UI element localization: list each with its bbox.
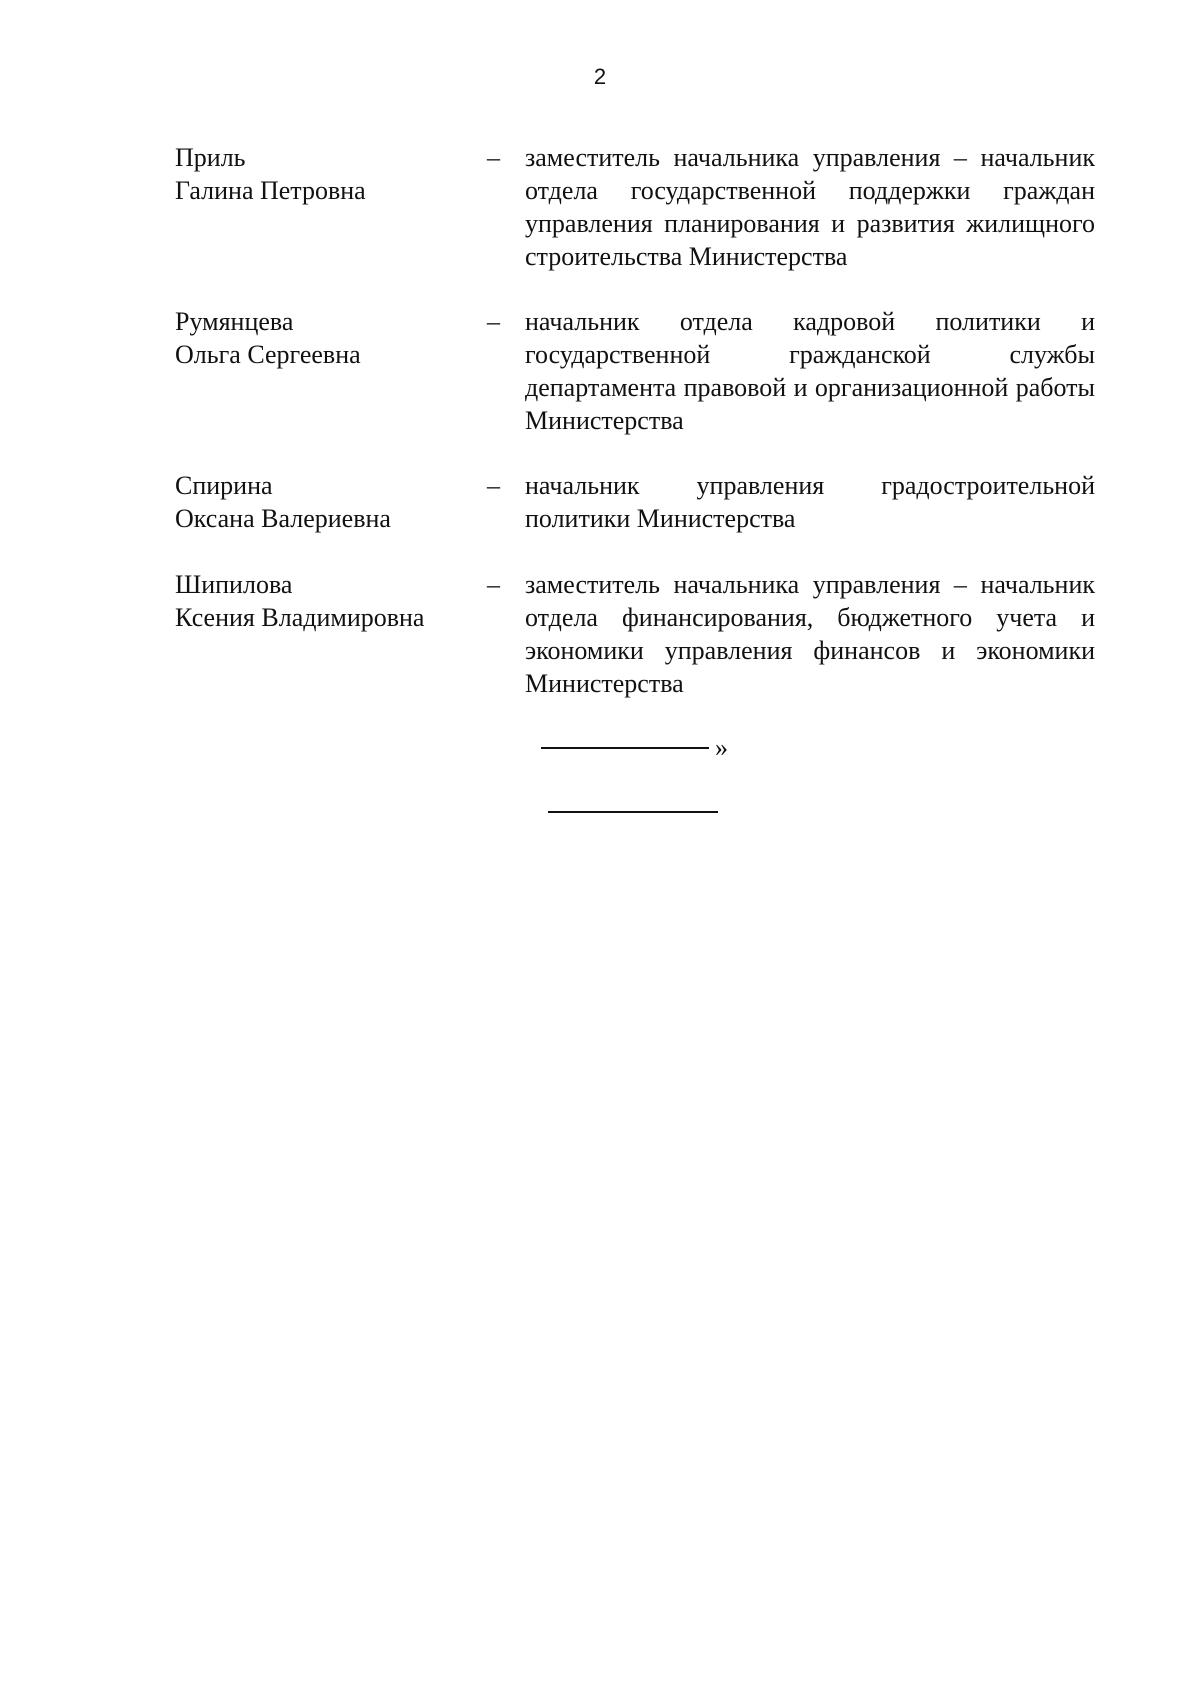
member-name xyxy=(175,305,475,371)
member-name xyxy=(175,141,475,207)
dash-separator: – xyxy=(487,570,500,599)
member-surname: Спирина xyxy=(175,471,273,500)
member-given-names: Галина Петровна xyxy=(175,176,366,205)
member-given-names: Оксана Валериевна xyxy=(175,504,391,533)
member-given-names: Ксения Владимировна xyxy=(175,603,425,632)
document-closing-rule xyxy=(548,811,718,813)
member-given-names: Ольга Сергеевна xyxy=(175,340,361,369)
closing-quote: » xyxy=(715,733,728,762)
member-surname: Приль xyxy=(175,143,246,172)
member-name xyxy=(175,469,475,535)
end-rule xyxy=(541,747,709,749)
member-position: начальник отдела кадровой политики и государственной гражданской службы департамента правовой и организационной работы Министерства xyxy=(525,307,1095,435)
member-surname: Шипилова xyxy=(175,570,293,599)
page-number: 2 xyxy=(593,64,607,89)
dash-separator: – xyxy=(487,307,500,336)
member-position: заместитель начальника управления – начальник отдела финансирования, бюджетного учета и экономики управления финансов и экономики Министерства xyxy=(525,570,1095,698)
member-surname: Румянцева xyxy=(175,307,294,336)
dash-separator: – xyxy=(487,471,500,500)
list-end-mark xyxy=(541,731,728,764)
member-position: заместитель начальника управления – начальник отдела государственной поддержки граждан управления планирования и развития жилищного строительства Министерства xyxy=(525,143,1095,271)
dash-separator: – xyxy=(487,143,500,172)
member-position: начальник управления градостроительной политики Министерства xyxy=(525,471,1095,533)
member-name xyxy=(175,568,475,634)
